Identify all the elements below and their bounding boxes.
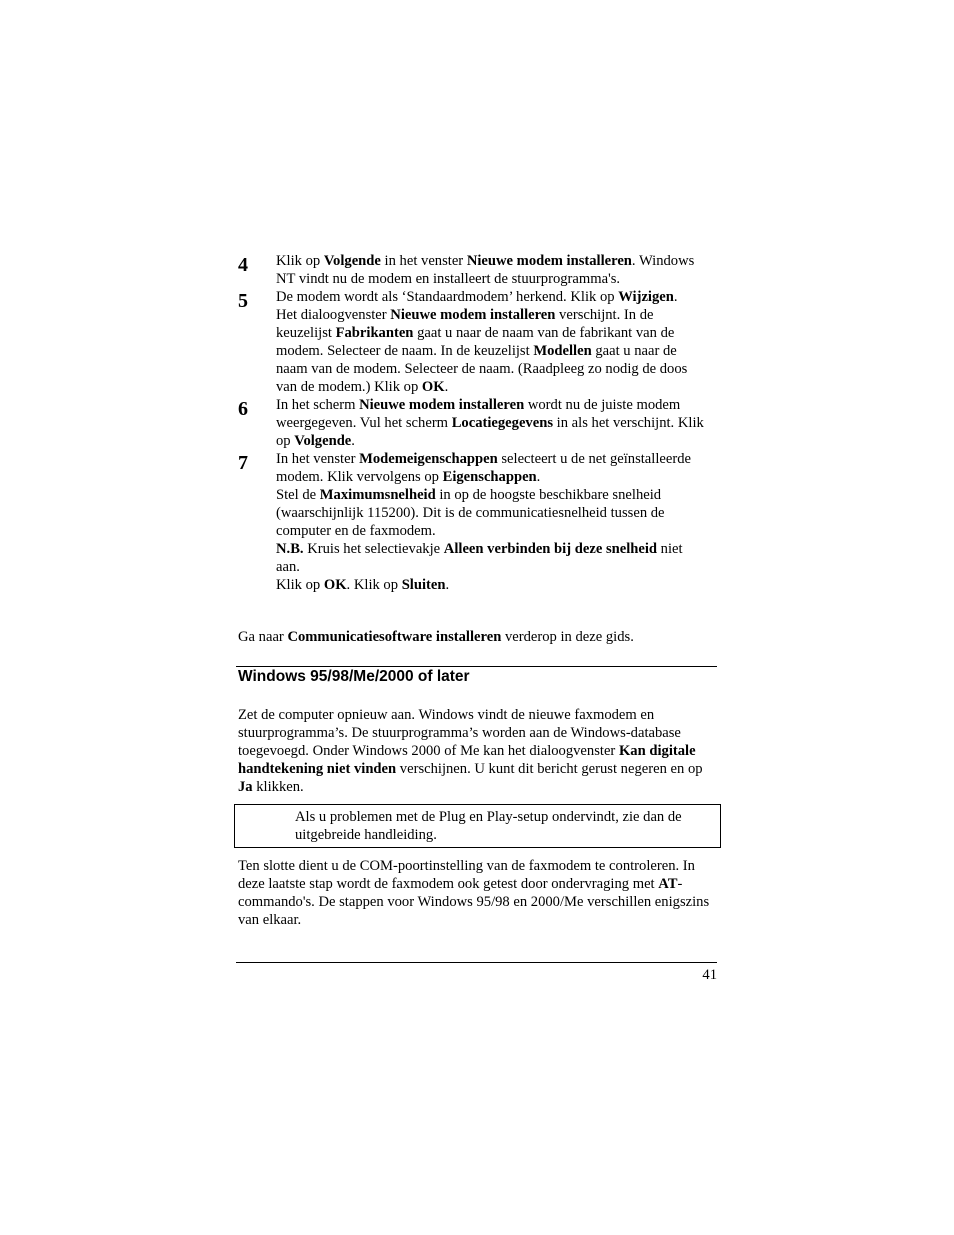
intro-paragraph: Zet de computer opnieuw aan. Windows vindt de nieuwe faxmodem en stuurprogramma’s. De stuurprogramma’s worden aan de Windows-database toegevoegd. Onder Windows 2000 of Me kan het dialoogvenster Kan digitale handtekening niet vinden verschijnen. U kunt dit bericht gerust negeren en op Ja klikken. — [238, 707, 703, 795]
step-7 — [238, 450, 708, 594]
step-text: In het scherm Nieuwe modem installeren wordt nu de juiste modem weergegeven. Vul het scherm Locatiegegevens in als het verschijnt. Klik op Volgende. — [276, 397, 704, 449]
footer-divider — [236, 962, 717, 963]
page-number: 41 — [702, 967, 717, 983]
step-text: Stel de Maximumsnelheid in op de hoogste beschikbare snelheid (waarschijnlijk 115200). Dit is de communicatiesnelheid tussen de computer en de faxmodem. — [276, 487, 665, 539]
after-steps-text: Ga naar Communicatiesoftware installeren verderop in deze gids. — [238, 629, 634, 645]
step-number: 5 — [238, 290, 248, 312]
step-number: 6 — [238, 398, 248, 420]
closing-paragraph: Ten slotte dient u de COM-poortinstelling van de faxmodem te controleren. In deze laatste stap wordt de faxmodem ook getest door ondervraging met AT-commando's. De stappen voor Windows 95/98 en 2000/Me verschillen enigszins van elkaar. — [238, 858, 710, 928]
step-4 — [238, 252, 708, 288]
note-box — [234, 804, 721, 848]
step-number: 7 — [238, 452, 248, 474]
note-text: Als u problemen met de Plug en Play-setup ondervindt, zie dan de uitgebreide handleiding. — [295, 809, 682, 843]
section-heading: Windows 95/98/Me/2000 of later — [238, 668, 470, 685]
step-text: Het dialoogvenster Nieuwe modem installeren verschijnt. In de keuzelijst Fabrikanten gaat u naar de naam van de fabrikant van de modem. Selecteer de naam. In de keuzelijst Modellen gaat u naar de naam van de modem. Selecteer de naam. (Raadpleeg zo nodig de doos van de modem.) Klik op OK. — [276, 307, 688, 395]
step-5 — [238, 288, 708, 396]
step-text: Klik op OK. Klik op Sluiten. — [276, 577, 450, 593]
step-number: 4 — [238, 254, 248, 276]
step-text: In het venster Modemeigenschappen selecteert u de net geïnstalleerde modem. Klik vervolgens op Eigenschappen. — [276, 451, 691, 485]
step-list — [238, 252, 708, 594]
step-text: De modem wordt als ‘Standaardmodem’ herkend. Klik op Wijzigen. — [276, 289, 678, 305]
step-6 — [238, 396, 708, 450]
step-note: N.B. Kruis het selectievakje Alleen verbinden bij deze snelheid niet aan. — [276, 541, 683, 575]
step-text: Klik op Volgende in het venster Nieuwe modem installeren. Windows NT vindt nu de modem en installeert de stuurprogramma's. — [276, 253, 695, 287]
